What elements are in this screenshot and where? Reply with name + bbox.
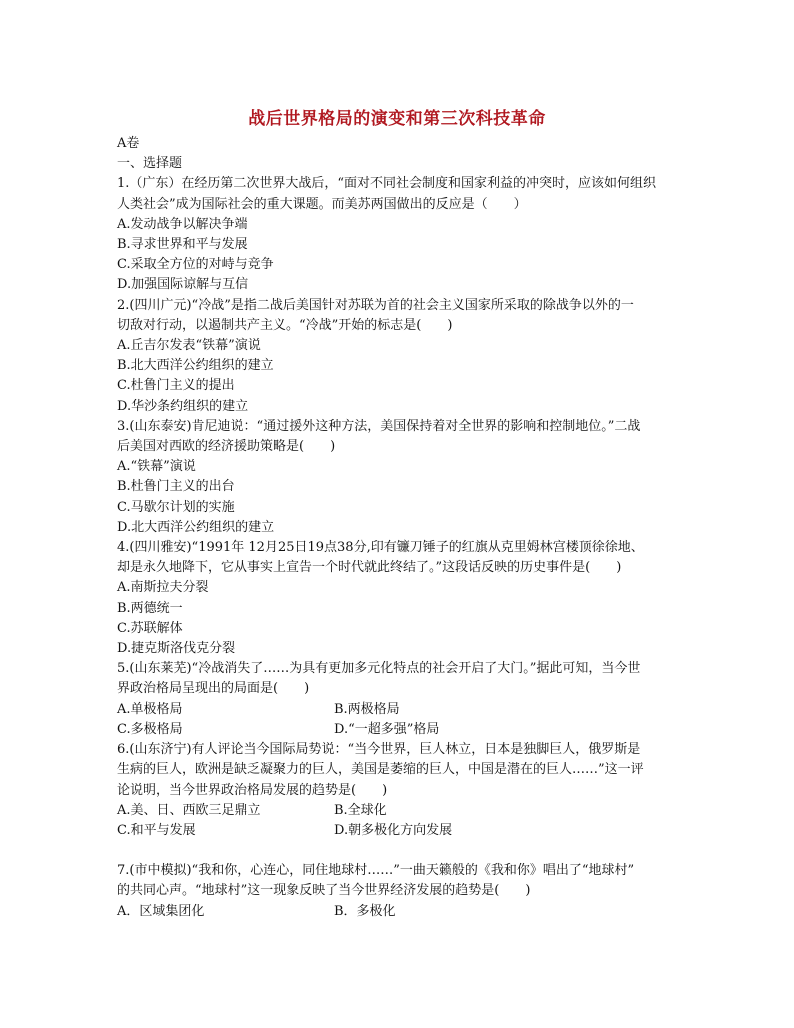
- question-stem-line: 4.(四川雅安)“1991年 12月25日19点38分,印有镰刀锤子的红旗从克里姆林宫楼顶徐徐地、: [117, 540, 644, 556]
- question-stem-line: 后美国对西欧的经济援助策略是( ): [117, 439, 336, 455]
- option-d: D.加强国际谅解与互信: [117, 277, 249, 293]
- option-d: D.北大西洋公约组织的建立: [117, 519, 275, 535]
- option-c: C.采取全方位的对峙与竞争: [117, 257, 274, 273]
- option-a: A.南斯拉夫分裂: [117, 580, 209, 596]
- option-a: A．区域集团化: [117, 903, 205, 919]
- option-a: A.单极格局: [117, 701, 183, 717]
- option-c: C.马歇尔计划的实施: [117, 499, 235, 515]
- section-label: A卷: [117, 136, 140, 151]
- option-a: A.美、日、西欧三足鼎立: [117, 802, 261, 818]
- question-stem-line: 界政治格局呈现出的局面是( ): [117, 681, 310, 697]
- question-3: [117, 417, 677, 538]
- option-b: B．多极化: [334, 903, 396, 919]
- question-4: [117, 538, 677, 659]
- option-a: A.发动战争以解决争端: [117, 216, 248, 232]
- question-stem-line: 人类社会”成为国际社会的重大课题。而美苏两国做出的反应是（ ）: [117, 196, 527, 212]
- option-c: C.多极格局: [117, 721, 183, 737]
- blank-line: [117, 841, 677, 861]
- question-6: [117, 740, 677, 841]
- question-2: [117, 296, 677, 417]
- question-stem-line: 1.（广东）在经历第二次世界大战后，“面对不同社会制度和国家利益的冲突时，应该如何组织: [117, 176, 657, 192]
- option-b: B.北大西洋公约组织的建立: [117, 358, 274, 374]
- question-5: [117, 659, 677, 740]
- question-stem-line: 2.(四川广元)“冷战”是指二战后美国针对苏联为首的社会主义国家所采取的除战争以外的一: [117, 297, 634, 313]
- document-body: [117, 134, 677, 922]
- option-row: [117, 720, 677, 740]
- option-d: D.“一超多强”格局: [334, 721, 440, 737]
- option-c: C.苏联解体: [117, 620, 183, 636]
- option-c: C.和平与发展: [117, 822, 196, 838]
- option-b: B.全球化: [334, 802, 387, 818]
- question-stem-line: 的共同心声。“地球村”这一现象反映了当今世界经济发展的趋势是( ): [117, 883, 531, 899]
- option-a: A.丘吉尔发表“铁幕”演说: [117, 338, 261, 354]
- option-b: B.两德统一: [117, 600, 183, 616]
- option-c: C.杜鲁门主义的提出: [117, 378, 235, 394]
- part-heading: 一、选择题: [117, 156, 183, 172]
- question-stem-line: 却是永久地降下，它从事实上宣告一个时代就此终结了。”这段话反映的历史事件是( ): [117, 560, 622, 576]
- question-1: [117, 174, 677, 295]
- option-d: D.朝多极化方向发展: [334, 822, 453, 838]
- question-stem-line: 论说明，当今世界政治格局发展的趋势是( ): [117, 782, 388, 798]
- question-stem-line: 6.(山东济宁)有人评论当今国际局势说：“当今世界，巨人林立，日本是独脚巨人，俄罗斯是: [117, 742, 641, 758]
- question-stem-line: 7.(市中模拟)“我和你，心连心，同住地球村……”一曲天籁般的《我和你》唱出了“地球村”: [117, 863, 635, 879]
- question-stem-line: 5.(山东莱芜)“冷战消失了……为具有更加多元化特点的社会开启了大门。”据此可知，当今世: [117, 661, 641, 677]
- option-row: [117, 700, 677, 720]
- option-d: D.捷克斯洛伐克分裂: [117, 641, 236, 657]
- document-title: 战后世界格局的演变和第三次科技革命: [248, 109, 546, 129]
- question-stem-line: 生病的巨人，欧洲是缺乏凝聚力的巨人，美国是萎缩的巨人，中国是潜在的巨人……”这一评: [117, 762, 644, 778]
- option-row: [117, 902, 677, 922]
- option-d: D.华沙条约组织的建立: [117, 398, 249, 414]
- option-row: [117, 821, 677, 841]
- option-b: B.杜鲁门主义的出台: [117, 479, 235, 495]
- option-a: A.“铁幕”演说: [117, 459, 196, 475]
- question-stem-line: 切敌对行动，以遏制共产主义。“冷战”开始的标志是( ): [117, 317, 453, 333]
- option-b: B.寻求世界和平与发展: [117, 237, 248, 253]
- question-stem-line: 3.(山东泰安)肯尼迪说：“通过援外这种方法，美国保持着对全世界的影响和控制地位。”二战: [117, 418, 641, 434]
- question-7: [117, 861, 677, 922]
- option-b: B.两极格局: [334, 701, 400, 717]
- option-row: [117, 801, 677, 821]
